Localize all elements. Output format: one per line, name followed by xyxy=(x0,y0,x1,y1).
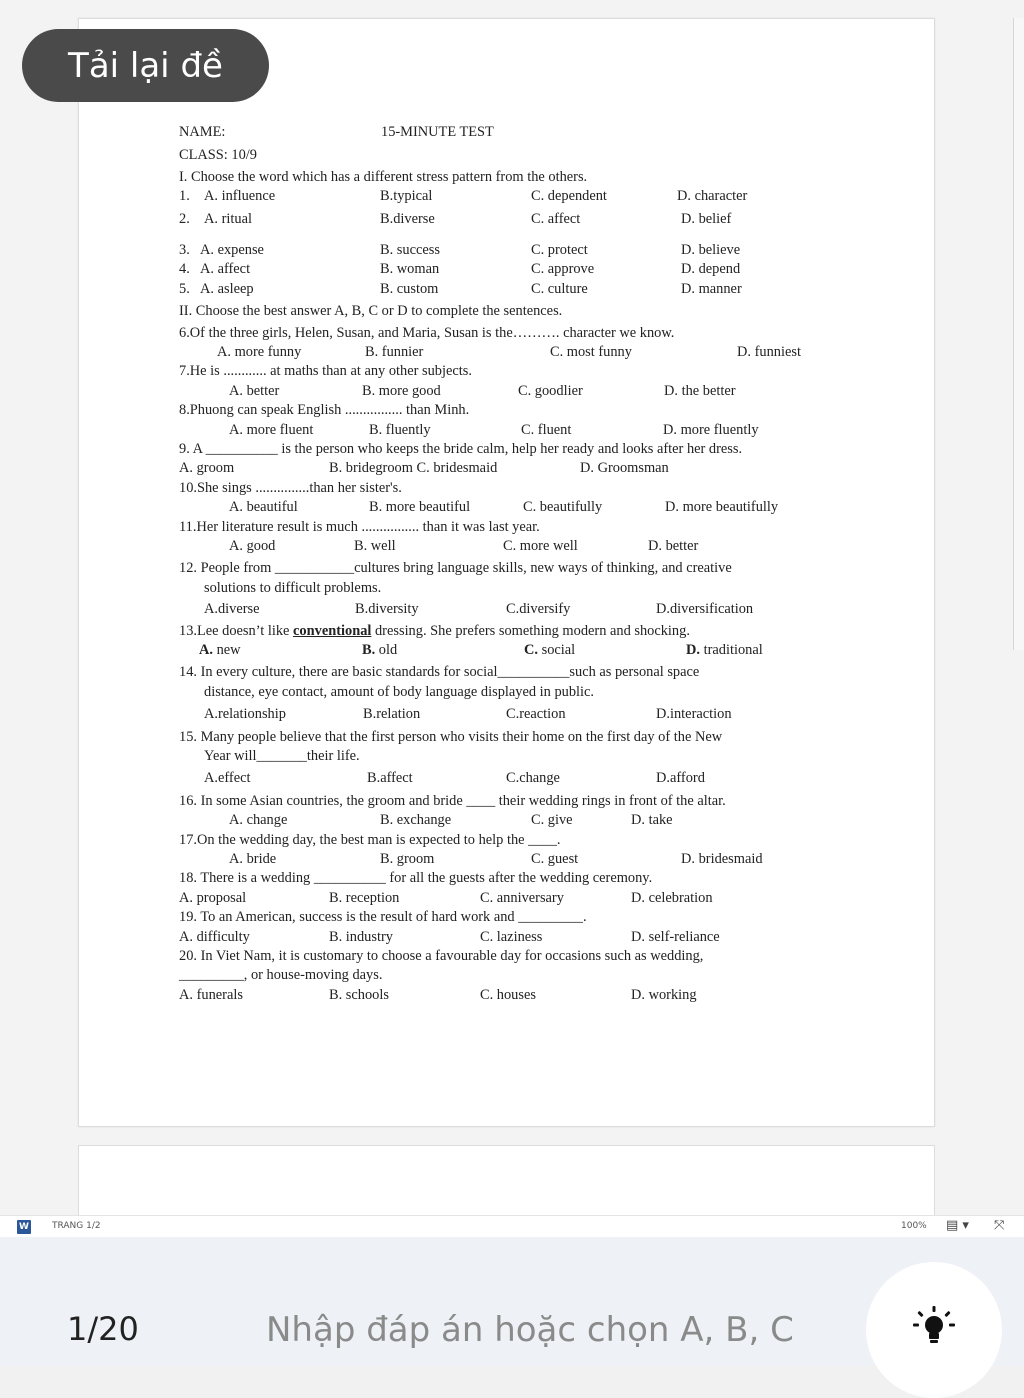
option-letter: C. xyxy=(524,641,538,658)
option-c: C. guest xyxy=(531,850,579,867)
document-statusbar xyxy=(0,1215,1024,1238)
option-d: D.interaction xyxy=(656,706,732,723)
option-d: D. better xyxy=(648,537,699,554)
option-c: C.reaction xyxy=(506,706,566,723)
question-12-continued: solutions to difficult problems. xyxy=(204,579,382,596)
option-c: C. protect xyxy=(531,241,588,258)
test-document xyxy=(179,123,839,1005)
question-19: 19. To an American, success is the result of hard work and _________. xyxy=(179,909,587,926)
scrollbar[interactable] xyxy=(1013,18,1024,650)
question-7: 7.He is ............ at maths than at any other subjects. xyxy=(179,363,472,380)
lightbulb-icon xyxy=(910,1304,958,1352)
question-number: 5. xyxy=(179,280,190,297)
option-a: A. ritual xyxy=(204,210,252,227)
option-b: B. schools xyxy=(329,986,389,1003)
question-row-5 xyxy=(179,280,839,299)
option-b: B. fluently xyxy=(369,421,431,438)
option-c: C. more well xyxy=(503,537,578,554)
option-a: A. bride xyxy=(229,850,277,867)
option-a xyxy=(199,641,241,660)
option-d: D. more fluently xyxy=(663,421,759,438)
option-b: B.affect xyxy=(367,770,413,787)
question-9-options xyxy=(179,459,839,478)
option-b: B.relation xyxy=(363,706,421,723)
option-c: C. anniversary xyxy=(480,889,564,906)
option-d: D. more beautifully xyxy=(665,499,779,516)
question-6: 6.Of the three girls, Helen, Susan, and Maria, Susan is the………. character we know. xyxy=(179,324,675,341)
question-8: 8.Phuong can speak English ................ than Minh. xyxy=(179,402,470,419)
option-c: C.diversify xyxy=(506,601,571,618)
hint-button[interactable] xyxy=(866,1262,1002,1398)
question-13-start: 13.Lee doesn’t like xyxy=(179,622,294,639)
question-18: 18. There is a wedding __________ for all the guests after the wedding ceremony. xyxy=(179,870,653,887)
option-a: A. groom xyxy=(179,460,235,477)
option-a: A. expense xyxy=(200,241,264,258)
question-number: 1. xyxy=(179,188,190,205)
option-c: C. give xyxy=(531,812,573,829)
option-b: B. more good xyxy=(362,382,441,399)
option-b: B. custom xyxy=(380,280,439,297)
question-20-continued: _________, or house-moving days. xyxy=(179,967,383,984)
question-12-options xyxy=(179,600,839,619)
option-text: old xyxy=(375,641,398,658)
document-page xyxy=(78,18,935,1127)
question-13-end: dressing. She prefers something modern and shocking. xyxy=(371,622,690,639)
question-number: 2. xyxy=(179,210,190,227)
option-d: D. working xyxy=(631,986,697,1003)
option-b: B. funnier xyxy=(365,343,424,360)
question-12: 12. People from ___________cultures bring language skills, new ways of thinking, and creative xyxy=(179,560,732,577)
option-c: C. fluent xyxy=(521,421,572,438)
option-c: C. affect xyxy=(531,210,581,227)
question-18-options xyxy=(179,889,839,908)
question-10: 10.She sings ...............than her sister's. xyxy=(179,479,402,496)
option-a: A. change xyxy=(229,812,288,829)
question-8-options xyxy=(179,421,839,440)
question-7-options xyxy=(179,382,839,401)
option-a: A. funerals xyxy=(179,986,243,1003)
option-b: B. reception xyxy=(329,889,400,906)
question-13-options xyxy=(179,641,839,660)
option-d: D. the better xyxy=(664,382,736,399)
option-c: C. beautifully xyxy=(523,499,603,516)
question-9: 9. A __________ is the person who keeps the bride calm, help her ready and looks after her dress. xyxy=(179,440,743,457)
question-number: 3. xyxy=(179,241,190,258)
option-letter: D. xyxy=(686,641,700,658)
question-row-4 xyxy=(179,260,839,279)
option-c: C. approve xyxy=(531,261,595,278)
option-b xyxy=(362,641,397,660)
option-text: social xyxy=(538,641,576,658)
option-c xyxy=(524,641,575,660)
option-text: traditional xyxy=(700,641,763,658)
option-a: A. influence xyxy=(204,188,276,205)
option-d: D. funniest xyxy=(737,343,801,360)
question-15-continued: Year will_______their life. xyxy=(204,747,360,764)
name-label: NAME: xyxy=(179,124,226,140)
option-letter: A. xyxy=(199,641,213,658)
question-10-options xyxy=(179,498,839,517)
question-13 xyxy=(179,622,839,641)
option-b: B.diverse xyxy=(380,210,435,227)
question-17: 17.On the wedding day, the best man is expected to help the ____. xyxy=(179,831,561,848)
zoom-level[interactable]: 100% xyxy=(901,1221,927,1231)
option-b: B.typical xyxy=(380,188,433,205)
section2-instruction: II. Choose the best answer A, B, C or D to complete the sentences. xyxy=(179,303,563,320)
option-b-c: B. bridegroom C. bridesmaid xyxy=(329,460,498,477)
option-letter: B. xyxy=(362,641,376,658)
section1-instruction: I. Choose the word which has a different stress pattern from the others. xyxy=(179,168,588,185)
option-b: B. groom xyxy=(380,850,435,867)
option-text: new xyxy=(213,641,241,658)
option-a: A. beautiful xyxy=(229,499,298,516)
answer-input[interactable] xyxy=(266,1304,826,1356)
option-a: A. more funny xyxy=(217,343,302,360)
option-d xyxy=(686,641,763,660)
option-a: A. better xyxy=(229,382,280,399)
question-row-1 xyxy=(179,187,839,206)
option-c: C. houses xyxy=(480,986,536,1003)
option-d: D. belief xyxy=(681,210,732,227)
option-a: A. asleep xyxy=(200,280,254,297)
option-b: B. success xyxy=(380,241,440,258)
option-a: A. good xyxy=(229,537,276,554)
question-13-underlined-word: conventional xyxy=(293,622,372,639)
option-d: D. depend xyxy=(681,261,741,278)
option-d: D. take xyxy=(631,812,673,829)
option-b: B. exchange xyxy=(380,812,452,829)
question-15: 15. Many people believe that the first person who visits their home on the first day of the New xyxy=(179,728,723,745)
question-20: 20. In Viet Nam, it is customary to choose a favourable day for occasions such as wedding, xyxy=(179,947,704,964)
option-c: C. most funny xyxy=(550,343,632,360)
question-14: 14. In every culture, there are basic standards for social__________such as personal space xyxy=(179,664,700,681)
class-label: CLASS: 10/9 xyxy=(179,147,257,164)
option-d: D. character xyxy=(677,188,748,205)
option-d: D. celebration xyxy=(631,889,713,906)
test-title: 15-MINUTE TEST xyxy=(381,124,494,140)
question-row-3 xyxy=(179,241,839,260)
option-b: B. industry xyxy=(329,928,393,945)
option-d: D.diversification xyxy=(656,601,754,618)
option-d: D.afford xyxy=(656,770,705,787)
question-19-options xyxy=(179,928,839,947)
option-c: C.change xyxy=(506,770,560,787)
option-c: C. culture xyxy=(531,280,588,297)
option-a: A.effect xyxy=(204,770,251,787)
option-a: A.diverse xyxy=(204,601,260,618)
option-d: D. believe xyxy=(681,241,741,258)
option-b: B. more beautiful xyxy=(369,499,471,516)
option-c: C. laziness xyxy=(480,928,543,945)
option-a: A. affect xyxy=(200,261,251,278)
question-16-options xyxy=(179,811,839,830)
option-a: A. proposal xyxy=(179,889,247,906)
question-17-options xyxy=(179,850,839,869)
question-14-options xyxy=(179,705,839,724)
question-11: 11.Her literature result is much ................ than it was last year. xyxy=(179,518,540,535)
word-icon: W xyxy=(17,1220,31,1234)
option-d: D. manner xyxy=(681,280,742,297)
question-11-options xyxy=(179,537,839,556)
header-row xyxy=(179,123,839,142)
page-indicator: TRANG 1/2 xyxy=(52,1221,101,1231)
option-c: C. goodlier xyxy=(518,382,583,399)
option-a: A. difficulty xyxy=(179,928,250,945)
option-a: A.relationship xyxy=(204,706,286,723)
question-number: 4. xyxy=(179,261,190,278)
question-14-continued: distance, eye contact, amount of body language displayed in public. xyxy=(204,683,595,700)
option-d: D. self-reliance xyxy=(631,928,720,945)
option-d: D. bridesmaid xyxy=(681,850,763,867)
reload-test-button[interactable]: Tải lại đề xyxy=(22,29,269,102)
option-a: A. more fluent xyxy=(229,421,314,438)
option-b: B. well xyxy=(354,537,396,554)
layout-menu-icon[interactable]: ▤ ▾ xyxy=(946,1218,969,1233)
fullscreen-icon[interactable]: ⤧ xyxy=(994,1218,1005,1233)
question-counter: 1/20 xyxy=(67,1310,139,1348)
option-d: D. Groomsman xyxy=(580,460,669,477)
question-16: 16. In some Asian countries, the groom and bride ____ their wedding rings in front of the altar. xyxy=(179,792,726,809)
question-20-options xyxy=(179,986,839,1005)
option-c: C. dependent xyxy=(531,188,607,205)
option-b: B.diversity xyxy=(355,601,419,618)
question-15-options xyxy=(179,769,839,788)
question-row-2 xyxy=(179,210,839,229)
option-b: B. woman xyxy=(380,261,440,278)
question-6-options xyxy=(179,343,839,362)
